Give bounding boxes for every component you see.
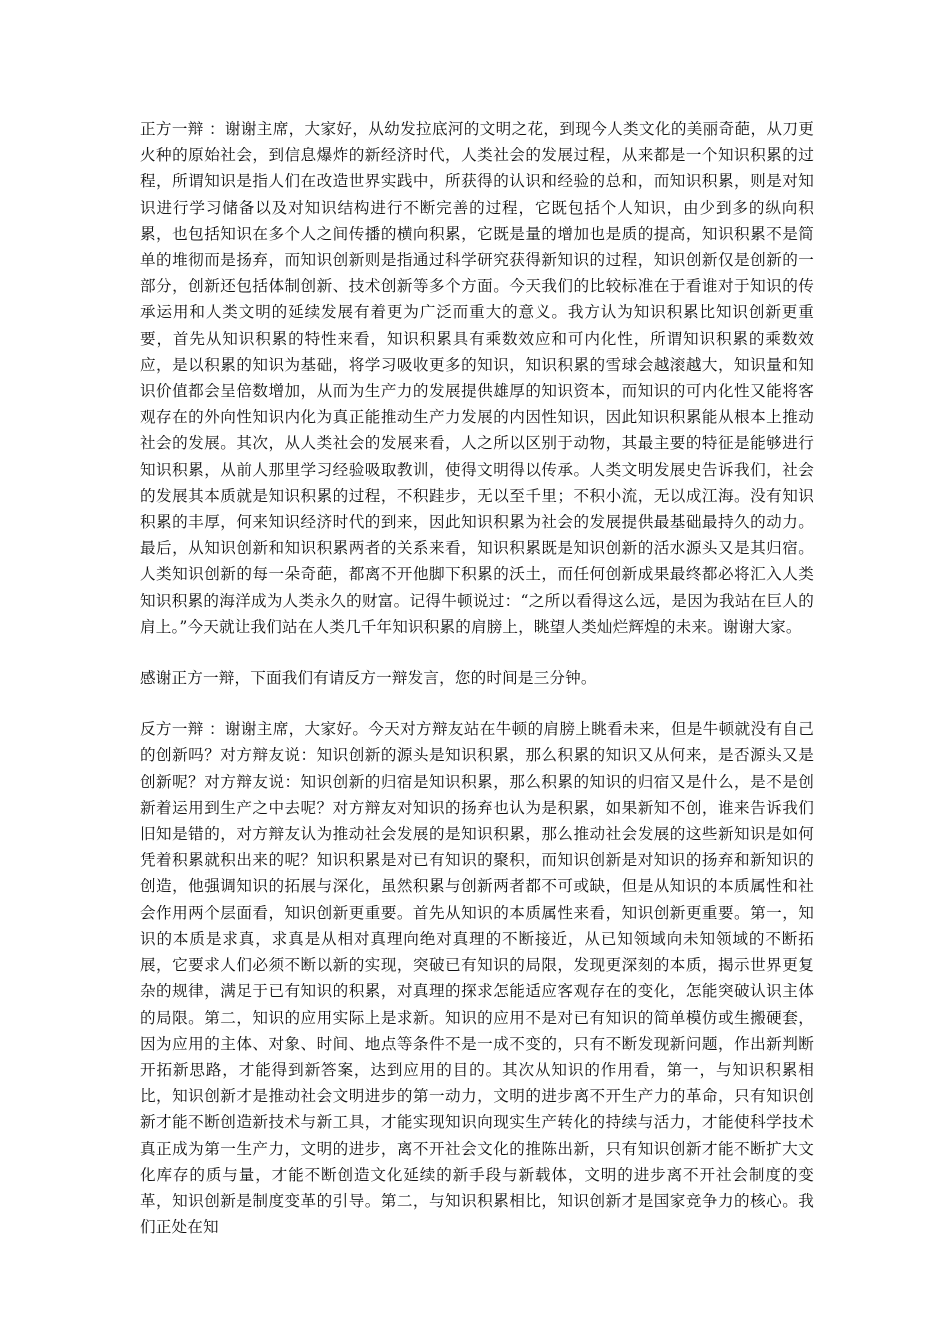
paragraph-negative-first-speaker: 反方一辩 ：谢谢主席，大家好。今天对方辩友站在牛顿的肩膀上眺看未来，但是牛顿就没有自己的创新吗？对方辩友说：知识创新的源头是知识积累，那么积累的知识又从何来，是否源头又是创新呢？对方辩友说：知识创新的归宿是知识积累，那么积累的知识的归宿又是什么，是不是创新着运用到生产之中去呢？对方辩友对知识的扬弃也认为是积累，如果新知不创，谁来告诉我们旧知是错的，对方辩友认为推动社会发展的是知识积累，那么推动社会发展的这些新知识是如何凭着积累就积出来的呢？知识积累是对已有知识的聚积，而知识创新是对知识的扬弃和新知识的创造，他强调知识的拓展与深化，虽然积累与创新两者都不可或缺，但是从知识的本质属性和社会作用两个层面看，知识创新更重要。首先从知识的本质属性来看，知识创新更重要。第一，知识的本质是求真，求真是从相对真理向绝对真理的不断接近，从已知领域向未知领域的不断拓展，它要求人们必须不断以新的实现，突破已有知识的局限，发现更深刻的本质，揭示世界更复杂的规律，满足于已有知识的积累，对真理的探求怎能适应客观存在的变化，怎能突破认识主体的局限。第二，知识的应用实际上是求新。知识的应用不是对已有知识的简单模仿或生搬硬套，因为应用的主体、对象、时间、地点等条件不是一成不变的，只有不断发现新问题，作出新判断开拓新思路，才能得到新答案，达到应用的目的。其次从知识的作用看，第一，与知识积累相比，知识创新才是推动社会文明进步的第一动力，文明的进步离不开生产力的革命，只有知识创新才能不断创造新技术与新工具，才能实现知识向现实生产转化的持续与活力，才能使科学技术真正成为第一生产力，文明的进步，离不开社会文化的推陈出新，只有知识创新才能不断扩大文化库存的质与量，才能不断创造文化延续的新手段与新载体，文明的进步离不开社会制度的变革，知识创新是制度变革的引导。第二，与知识积累相比，知识创新才是国家竞争力的核心。我们正处在知 [140,720,814,1237]
paragraph-spacer [140,691,814,716]
paragraph-chair-transition: 感谢正方一辩，下面我们有请反方一辩发言，您的时间是三分钟。 [140,669,597,688]
paragraph-spacer [140,640,814,665]
document-body [140,116,814,1240]
paragraph-affirmative-first-speaker: 正方一辩 ：谢谢主席，大家好，从幼发拉底河的文明之花，到现今人类文化的美丽奇葩，从刀更火种的原始社会，到信息爆炸的新经济时代，人类社会的发展过程，从来都是一个知识积累的过程，所谓知识是指人们在改造世界实践中，所获得的认识和经验的总和，而知识积累，则是对知识进行学习储备以及对知识结构进行不断完善的过程，它既包括个人知识，由少到多的纵向积累，也包括知识在多个人之间传播的横向积累，它既是量的增加也是质的提高，知识积累不是简单的堆彻而是扬弃，而知识创新则是指通过科学研究获得新知识的过程，知识创新仅是创新的一部分，创新还包括体制创新、技术创新等多个方面。今天我们的比较标准在于看谁对于知识的传承运用和人类文明的延续发展有着更为广泛而重大的意义。我方认为知识积累比知识创新更重要，首先从知识积累的特性来看，知识积累具有乘数效应和可内化性，所谓知识积累的乘数效应，是以积累的知识为基础，将学习吸收更多的知识，知识积累的雪球会越滚越大，知识量和知识价值都会呈倍数增加，从而为生产力的发展提供雄厚的知识资本，而知识的可内化性又能将客观存在的外向性知识内化为真正能推动生产力发展的内因性知识，因此知识积累能从根本上推动社会的发展。其次，从人类社会的发展来看，人之所以区别于动物，其最主要的特征是能够进行知识积累，从前人那里学习经验吸取教训，使得文明得以传承。人类文明发展史告诉我们，社会的发展其本质就是知识积累的过程，不积跬步，无以至千里；不积小流，无以成江海。没有知识积累的丰厚，何来知识经济时代的到来，因此知识积累为社会的发展提供最基础最持久的动力。最后，从知识创新和知识积累两者的关系来看，知识积累既是知识创新的活水源头又是其归宿。人类知识创新的每一朵奇葩，都离不开他脚下积累的沃土，而任何创新成果最终都必将汇入人类知识积累的海洋成为人类永久的财富。记得牛顿说过：“之所以看得这么远，是因为我站在巨人的肩上。”今天就让我们站在人类几千年知识积累的肩膀上，眺望人类灿烂辉煌的未来。谢谢大家。 [140,120,814,636]
